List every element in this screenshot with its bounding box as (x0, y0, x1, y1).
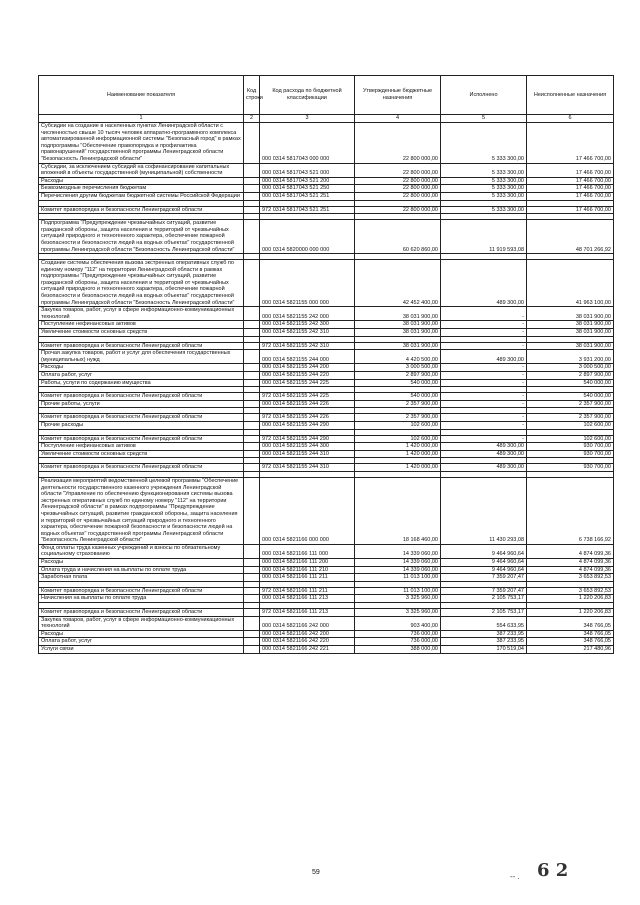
row-line-code (244, 646, 260, 654)
row-executed: 489 300,00 (441, 260, 527, 307)
row-approved: 1 420 000,00 (355, 464, 441, 472)
row-executed: - (441, 307, 527, 321)
row-approved: 38 031 900,00 (355, 329, 441, 337)
row-executed: - (441, 393, 527, 401)
row-name: Услуги связи (39, 646, 244, 654)
table-row (39, 220, 614, 254)
row-name: Безвозмездные перечисления бюджетам (39, 185, 244, 193)
row-line-code (244, 477, 260, 544)
row-line-code (244, 630, 260, 638)
row-line-code (244, 321, 260, 329)
row-approved: 388 000,00 (355, 646, 441, 654)
table-row (39, 329, 614, 337)
row-name: Оплата работ, услуг (39, 372, 244, 380)
page-number: 59 (312, 869, 320, 876)
row-name: Перечисления другим бюджетам бюджетной системы Российской Федерации (39, 192, 244, 200)
row-approved: 1 420 000,00 (355, 450, 441, 458)
row-name: Реализация мероприятий ведомственной целевой программы "Обеспечение деятельности государственного казенного учреждения Ленинградской области "Управление по обеспечению функционирования системы вызова экстренных оперативных служб по единому номеру "112" на территории Ленинградской области" в рамках подпрограммы "Предупреждение чрезвычайных ситуаций, развитие гражданской обороны, защита населения и территорий от чрезвычайных ситуаций природного и техногенного характера, обеспечение пожарной безопасности и безопасности людей на водных объектах" государственной программы Ленинградской области "Безопасность Ленинградской области" (39, 477, 244, 544)
row-unexecuted: 3 931 200,00 (527, 350, 614, 364)
row-line-code (244, 393, 260, 401)
table-row (39, 350, 614, 364)
row-unexecuted: 540 000,00 (527, 393, 614, 401)
row-unexecuted: 217 480,96 (527, 646, 614, 654)
row-budget-code: 000 0314 5821155 244 200 (260, 364, 355, 372)
header-name: Наименование показателя (39, 76, 244, 115)
row-budget-code: 000 0314 5821155 242 000 (260, 307, 355, 321)
header-unexecuted: Неисполненные назначения (527, 76, 614, 115)
row-approved: 4 420 500,00 (355, 350, 441, 364)
row-line-code (244, 364, 260, 372)
row-unexecuted: 3 000 500,00 (527, 364, 614, 372)
row-executed: - (441, 421, 527, 429)
row-name: Комитет правопорядка и безопасности Ленинградской области (39, 587, 244, 595)
row-name: Поступление нефинансовых активов (39, 443, 244, 451)
column-number: 4 (355, 115, 441, 123)
row-budget-code: 972 0314 5821155 244 310 (260, 464, 355, 472)
row-line-code (244, 379, 260, 387)
row-unexecuted: 540 000,00 (527, 379, 614, 387)
table-row (39, 595, 614, 603)
table-body (39, 123, 614, 654)
column-number-row (39, 115, 614, 123)
row-unexecuted: 38 031 900,00 (527, 342, 614, 350)
row-name: Комитет правопорядка и безопасности Ленинградской области (39, 435, 244, 443)
table-row (39, 414, 614, 422)
header-row (39, 76, 614, 115)
row-unexecuted: 102 600,00 (527, 421, 614, 429)
row-name: Закупка товаров, работ, услуг в сфере информационно-коммуникационных технологий (39, 307, 244, 321)
row-budget-code: 972 0314 5821155 244 225 (260, 393, 355, 401)
row-line-code (244, 414, 260, 422)
row-budget-code: 000 0314 5820000 000 000 (260, 220, 355, 254)
row-name: Оплата работ, услуг (39, 638, 244, 646)
row-executed: 5 333 300,00 (441, 177, 527, 185)
row-unexecuted: 17 466 700,00 (527, 192, 614, 200)
row-approved: 903 400,00 (355, 616, 441, 630)
row-executed: - (441, 321, 527, 329)
row-line-code (244, 329, 260, 337)
row-line-code (244, 616, 260, 630)
row-unexecuted: 3 653 892,53 (527, 574, 614, 582)
row-name: Комитет правопорядка и безопасности Ленинградской области (39, 393, 244, 401)
row-budget-code: 000 0314 5821155 000 000 (260, 260, 355, 307)
row-unexecuted: 17 466 700,00 (527, 177, 614, 185)
row-unexecuted: 2 357 900,00 (527, 414, 614, 422)
row-approved: 42 452 400,00 (355, 260, 441, 307)
row-budget-code: 000 0314 5821155 244 000 (260, 350, 355, 364)
table-row (39, 587, 614, 595)
row-executed: 489 300,00 (441, 443, 527, 451)
row-approved: 540 000,00 (355, 379, 441, 387)
row-approved: 38 031 900,00 (355, 307, 441, 321)
header-budget-code: Код расхода по бюджетной классификации (260, 76, 355, 115)
row-name: Увеличение стоимости основных средств (39, 450, 244, 458)
row-approved: 18 168 460,00 (355, 477, 441, 544)
row-unexecuted: 348 766,05 (527, 638, 614, 646)
table-row (39, 372, 614, 380)
table-row (39, 609, 614, 617)
row-budget-code: 000 0314 5821166 242 000 (260, 616, 355, 630)
table-row (39, 185, 614, 193)
row-executed: - (441, 364, 527, 372)
budget-execution-table (38, 75, 614, 654)
row-name: Поступление нефинансовых активов (39, 321, 244, 329)
header-approved: Утвержденные бюджетные назначения (355, 76, 441, 115)
row-approved: 14 339 060,00 (355, 544, 441, 558)
table-row (39, 177, 614, 185)
row-budget-code: 000 0314 5821166 111 000 (260, 544, 355, 558)
row-unexecuted: 930 700,00 (527, 450, 614, 458)
row-executed: 9 464 960,64 (441, 544, 527, 558)
row-executed: - (441, 342, 527, 350)
row-unexecuted: 17 466 700,00 (527, 123, 614, 164)
row-budget-code: 972 0314 5821155 242 310 (260, 342, 355, 350)
row-name: Подпрограмма "Предупреждение чрезвычайных ситуаций, развитие гражданской обороны, защита населения и территорий от чрезвычайных ситуаций природного и техногенного характера, обеспечение пожарной безопасности и безопасности людей на водных объектах" государственной программы Ленинградской области "Безопасность Ленинградской области" (39, 220, 244, 254)
table-row (39, 443, 614, 451)
row-budget-code: 000 0314 5821166 242 220 (260, 638, 355, 646)
row-line-code (244, 206, 260, 214)
row-approved: 60 620 860,00 (355, 220, 441, 254)
row-line-code (244, 372, 260, 380)
table-row (39, 307, 614, 321)
row-budget-code: 972 0314 5821166 111 213 (260, 609, 355, 617)
row-executed: 489 300,00 (441, 350, 527, 364)
table-row (39, 477, 614, 544)
column-number: 2 (244, 115, 260, 123)
row-line-code (244, 544, 260, 558)
row-executed: 5 333 300,00 (441, 163, 527, 177)
table-row (39, 616, 614, 630)
row-budget-code: 000 0314 5821155 242 300 (260, 321, 355, 329)
row-unexecuted: 2 357 900,00 (527, 400, 614, 408)
row-executed: 5 333 300,00 (441, 123, 527, 164)
header-line-code: Код строки (244, 76, 260, 115)
row-line-code (244, 559, 260, 567)
row-line-code (244, 350, 260, 364)
row-budget-code: 972 0314 5821155 244 226 (260, 414, 355, 422)
table-row (39, 342, 614, 350)
row-name: Комитет правопорядка и безопасности Ленинградской области (39, 206, 244, 214)
row-budget-code: 000 0314 5821166 242 221 (260, 646, 355, 654)
row-name: Расходы (39, 630, 244, 638)
row-budget-code: 000 0314 5817043 521 251 (260, 192, 355, 200)
row-name: Прочие расходы (39, 421, 244, 429)
row-unexecuted: 41 963 100,00 (527, 260, 614, 307)
row-name: Комитет правопорядка и безопасности Ленинградской области (39, 414, 244, 422)
row-unexecuted: 4 874 099,36 (527, 559, 614, 567)
row-approved: 22 800 000,00 (355, 123, 441, 164)
row-approved: 22 800 000,00 (355, 163, 441, 177)
row-line-code (244, 566, 260, 574)
table-row (39, 192, 614, 200)
row-unexecuted: 4 874 099,36 (527, 566, 614, 574)
row-line-code (244, 464, 260, 472)
row-approved: 3 000 500,00 (355, 364, 441, 372)
row-approved: 22 800 000,00 (355, 185, 441, 193)
row-unexecuted: 348 766,05 (527, 616, 614, 630)
row-unexecuted: 38 031 900,00 (527, 307, 614, 321)
row-name: Комитет правопорядка и безопасности Ленинградской области (39, 464, 244, 472)
row-name: Начисления на выплаты по оплате труда (39, 595, 244, 603)
row-line-code (244, 260, 260, 307)
row-executed: 11 430 293,08 (441, 477, 527, 544)
column-number: 3 (260, 115, 355, 123)
row-approved: 736 000,00 (355, 638, 441, 646)
row-line-code (244, 342, 260, 350)
row-executed: 7 359 207,47 (441, 574, 527, 582)
row-unexecuted: 38 031 900,00 (527, 329, 614, 337)
row-line-code (244, 443, 260, 451)
table-row (39, 566, 614, 574)
row-executed: 554 633,95 (441, 616, 527, 630)
row-name: Увеличение стоимости основных средств (39, 329, 244, 337)
row-executed: 387 233,95 (441, 630, 527, 638)
row-line-code (244, 638, 260, 646)
row-name: Заработная плата (39, 574, 244, 582)
table-row (39, 421, 614, 429)
row-budget-code: 000 0314 5821166 000 000 (260, 477, 355, 544)
row-approved: 540 000,00 (355, 393, 441, 401)
row-approved: 102 600,00 (355, 421, 441, 429)
row-budget-code: 972 0314 5821155 244 290 (260, 435, 355, 443)
row-budget-code: 000 0314 5821166 111 211 (260, 574, 355, 582)
row-line-code (244, 123, 260, 164)
row-approved: 3 325 960,00 (355, 609, 441, 617)
table-row (39, 435, 614, 443)
row-line-code (244, 587, 260, 595)
row-executed: 7 359 207,47 (441, 587, 527, 595)
table-row (39, 379, 614, 387)
row-unexecuted: 102 600,00 (527, 435, 614, 443)
row-executed: 11 919 593,08 (441, 220, 527, 254)
table-row (39, 464, 614, 472)
row-budget-code: 000 0314 5821166 111 213 (260, 595, 355, 603)
row-approved: 11 013 100,00 (355, 574, 441, 582)
row-budget-code: 000 0314 5821155 244 310 (260, 450, 355, 458)
table-row (39, 123, 614, 164)
table-row (39, 206, 614, 214)
row-name: Оплата труда и начисления на выплаты по оплате труда (39, 566, 244, 574)
row-unexecuted: 48 701 266,92 (527, 220, 614, 254)
row-executed: 9 464 960,64 (441, 566, 527, 574)
row-budget-code: 000 0314 5821155 244 220 (260, 372, 355, 380)
row-approved: 11 013 100,00 (355, 587, 441, 595)
row-unexecuted: 930 700,00 (527, 464, 614, 472)
row-executed: 2 105 753,17 (441, 609, 527, 617)
row-executed: 9 464 960,64 (441, 559, 527, 567)
table-row (39, 646, 614, 654)
row-name: Расходы (39, 559, 244, 567)
column-number: 1 (39, 115, 244, 123)
table-row (39, 393, 614, 401)
row-line-code (244, 177, 260, 185)
row-unexecuted: 17 466 700,00 (527, 163, 614, 177)
row-line-code (244, 220, 260, 254)
row-name: Расходы (39, 177, 244, 185)
row-line-code (244, 595, 260, 603)
column-number: 5 (441, 115, 527, 123)
row-line-code (244, 185, 260, 193)
row-line-code (244, 450, 260, 458)
row-executed: 2 105 753,17 (441, 595, 527, 603)
row-budget-code: 000 0314 5821155 242 310 (260, 329, 355, 337)
table-row (39, 450, 614, 458)
row-unexecuted: 1 220 206,83 (527, 595, 614, 603)
row-approved: 22 800 000,00 (355, 177, 441, 185)
row-unexecuted: 348 766,05 (527, 630, 614, 638)
row-budget-code: 000 0314 5817043 000 000 (260, 123, 355, 164)
row-approved: 38 031 900,00 (355, 321, 441, 329)
table-row (39, 400, 614, 408)
row-approved: 3 325 960,00 (355, 595, 441, 603)
row-unexecuted: 2 897 900,00 (527, 372, 614, 380)
row-executed: - (441, 435, 527, 443)
row-unexecuted: 6 738 166,92 (527, 477, 614, 544)
row-budget-code: 000 0314 5817043 521 200 (260, 177, 355, 185)
row-budget-code: 000 0314 5821166 242 200 (260, 630, 355, 638)
row-executed: 5 333 300,00 (441, 185, 527, 193)
row-unexecuted: 4 874 099,36 (527, 544, 614, 558)
table-row (39, 321, 614, 329)
table-row (39, 544, 614, 558)
table-row (39, 574, 614, 582)
row-unexecuted: 3 653 892,53 (527, 587, 614, 595)
row-executed: - (441, 379, 527, 387)
row-approved: 736 000,00 (355, 630, 441, 638)
stamp-number: 6 2 (537, 860, 569, 881)
row-budget-code: 000 0314 5821155 244 300 (260, 443, 355, 451)
row-name: Работы, услуги по содержанию имущества (39, 379, 244, 387)
table-row (39, 163, 614, 177)
row-executed: 489 300,00 (441, 450, 527, 458)
row-name: Прочая закупка товаров, работ и услуг для обеспечения государственных (муниципальных) нужд (39, 350, 244, 364)
row-name: Создание системы обеспечения вызова экстренных оперативных служб по единому номеру "112" на территории Ленинградской области в рамках подпрограммы "Предупреждение чрезвычайных ситуаций, развитие гражданской обороны, защита населения и территорий от чрезвычайных ситуаций природного и техногенного характера, обеспечение пожарной безопасности и безопасности людей на водных объектах" государственной программы Ленинградской области "Безопасность Ленинградской области" (39, 260, 244, 307)
table-row (39, 630, 614, 638)
row-approved: 2 357 900,00 (355, 414, 441, 422)
row-executed: 5 333 300,00 (441, 206, 527, 214)
row-budget-code: 972 0314 5821166 111 211 (260, 587, 355, 595)
row-executed: - (441, 414, 527, 422)
row-budget-code: 000 0314 5821166 111 210 (260, 566, 355, 574)
row-executed: - (441, 329, 527, 337)
table-row (39, 364, 614, 372)
row-line-code (244, 400, 260, 408)
row-name: Прочие работы, услуги (39, 400, 244, 408)
table-row (39, 260, 614, 307)
row-line-code (244, 435, 260, 443)
row-executed: - (441, 400, 527, 408)
row-approved: 2 357 900,00 (355, 400, 441, 408)
row-budget-code: 000 0314 5821166 111 200 (260, 559, 355, 567)
row-approved: 1 420 000,00 (355, 443, 441, 451)
row-name: Субсидии, за исключением субсидий на софинансирование капитальных вложений в объекты государственной (муниципальной) собственности (39, 163, 244, 177)
row-budget-code: 000 0314 5821155 244 226 (260, 400, 355, 408)
row-executed: 387 233,95 (441, 638, 527, 646)
row-line-code (244, 192, 260, 200)
row-unexecuted: 17 466 700,00 (527, 185, 614, 193)
row-name: Расходы (39, 364, 244, 372)
row-line-code (244, 421, 260, 429)
stamp-mark: -- . (510, 872, 520, 881)
row-executed: 489 300,00 (441, 464, 527, 472)
row-line-code (244, 574, 260, 582)
row-name: Комитет правопорядка и безопасности Ленинградской области (39, 609, 244, 617)
row-approved: 102 600,00 (355, 435, 441, 443)
header-executed: Исполнено (441, 76, 527, 115)
row-executed: 170 519,04 (441, 646, 527, 654)
row-budget-code: 000 0314 5821155 244 290 (260, 421, 355, 429)
row-budget-code: 972 0314 5817043 521 251 (260, 206, 355, 214)
row-approved: 14 339 060,00 (355, 559, 441, 567)
column-number: 6 (527, 115, 614, 123)
row-budget-code: 000 0314 5817043 521 000 (260, 163, 355, 177)
row-unexecuted: 930 700,00 (527, 443, 614, 451)
table-row (39, 638, 614, 646)
row-approved: 22 800 000,00 (355, 192, 441, 200)
row-line-code (244, 307, 260, 321)
row-executed: 5 333 300,00 (441, 192, 527, 200)
row-name: Закупка товаров, работ, услуг в сфере информационно-коммуникационных технологий (39, 616, 244, 630)
row-unexecuted: 38 031 900,00 (527, 321, 614, 329)
table-row (39, 559, 614, 567)
row-unexecuted: 1 220 206,83 (527, 609, 614, 617)
row-name: Фонд оплаты труда казенных учреждений и взносы по обязательному социальному страхованию (39, 544, 244, 558)
row-approved: 22 800 000,00 (355, 206, 441, 214)
row-approved: 14 339 060,00 (355, 566, 441, 574)
row-name: Комитет правопорядка и безопасности Ленинградской области (39, 342, 244, 350)
row-approved: 38 031 900,00 (355, 342, 441, 350)
row-executed: - (441, 372, 527, 380)
row-approved: 2 897 900,00 (355, 372, 441, 380)
row-unexecuted: 17 466 700,00 (527, 206, 614, 214)
row-budget-code: 000 0314 5817043 521 250 (260, 185, 355, 193)
row-name: Субсидии на создание в населенных пунктах Ленинградской области с численностью свыше 10 тысяч человек аппаратно-программного комплекса автоматизированной информационной системы "Безопасный город" в рамках подпрограммы "Обеспечение правопорядка и профилактика правонарушений" государственной программы Ленинградской области "Безопасность Ленинградской области" (39, 123, 244, 164)
row-line-code (244, 163, 260, 177)
row-budget-code: 000 0314 5821155 244 225 (260, 379, 355, 387)
row-line-code (244, 609, 260, 617)
